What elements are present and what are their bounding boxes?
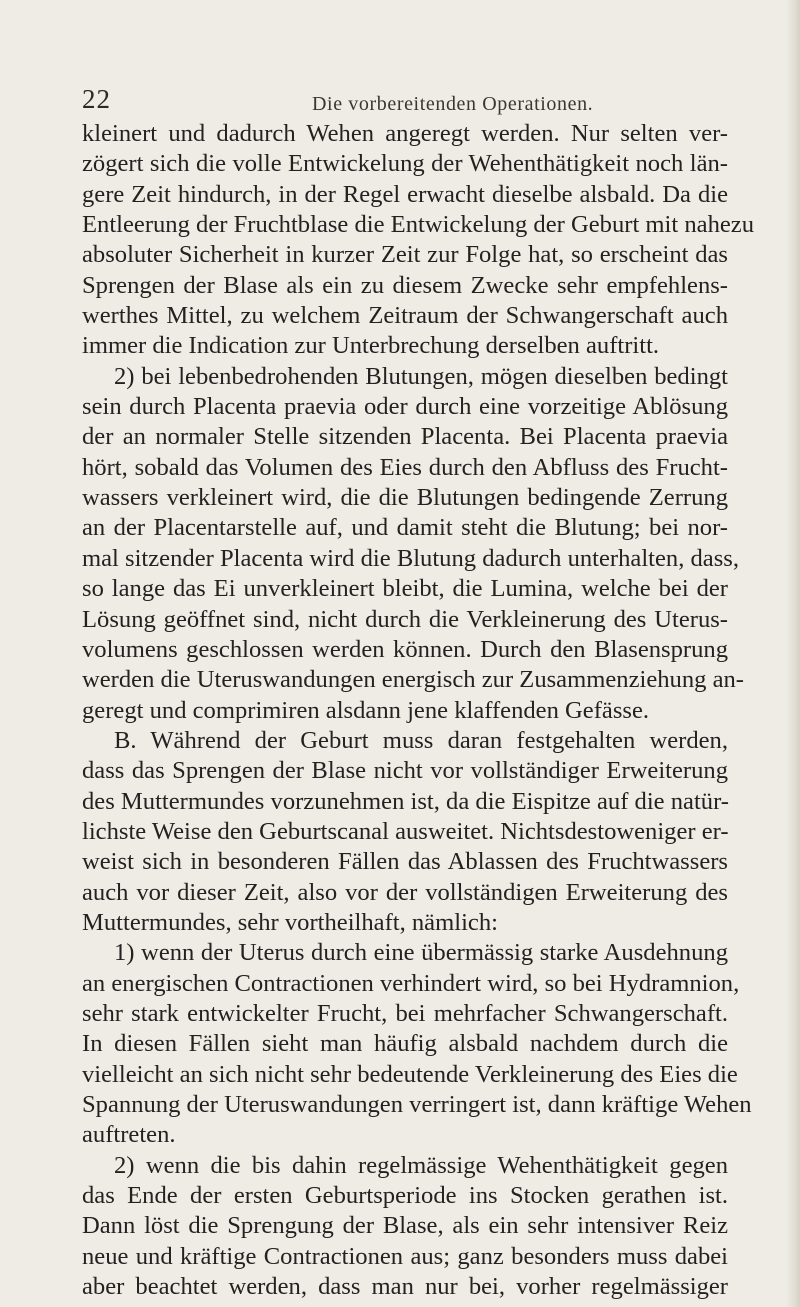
- text-line: hört, sobald das Volumen des Eies durch den Abfluss des Frucht-: [82, 453, 728, 481]
- text-line: dass das Sprengen der Blase nicht vor vollständiger Erweiterung: [82, 757, 728, 785]
- text-line: sein durch Placenta praevia oder durch eine vorzeitige Ablösung: [82, 393, 728, 421]
- running-head-title: Die vorbereitenden Operationen.: [312, 93, 594, 115]
- page-number: 22: [82, 84, 111, 114]
- text-line: 2) wenn die bis dahin regelmässige Wehenthätigkeit gegen: [114, 1151, 728, 1179]
- text-line: gere Zeit hindurch, in der Regel erwacht dieselbe alsbald. Da die: [82, 180, 728, 208]
- text-line: lichste Weise den Geburtscanal ausweitet. Nichtsdestoweniger er-: [82, 817, 729, 845]
- body-text: [82, 119, 755, 1302]
- text-line: absoluter Sicherheit in kurzer Zeit zur Folge hat, so erscheint das: [82, 241, 728, 269]
- text-line: Muttermundes, sehr vortheilhaft, nämlich:: [82, 908, 498, 936]
- text-line: Entleerung der Fruchtblase die Entwickelung der Geburt mit nahezu: [82, 211, 755, 239]
- text-line: Dann löst die Sprengung der Blase, als ein sehr intensiver Reiz: [82, 1212, 728, 1240]
- text-line: aber beachtet werden, dass man nur bei, vorher regelmässiger: [82, 1273, 728, 1301]
- text-line: Spannung der Uteruswandungen verringert ist, dann kräftige Wehen: [82, 1091, 752, 1118]
- text-line: In diesen Fällen sieht man häufig alsbald nachdem durch die: [82, 1030, 728, 1058]
- text-line: wassers verkleinert wird, die die Blutungen bedingende Zerrung: [82, 484, 728, 512]
- text-line: auch vor dieser Zeit, also vor der vollständigen Erweiterung des: [82, 878, 728, 906]
- text-line: geregt und comprimiren alsdann jene klaffenden Gefässe.: [82, 696, 650, 724]
- text-line: 2) bei lebenbedrohenden Blutungen, mögen dieselben bedingt: [114, 362, 728, 390]
- text-line: zögert sich die volle Entwickelung der Wehenthätigkeit noch län-: [82, 150, 728, 178]
- text-line: neue und kräftige Contractionen aus; ganz besonders muss dabei: [82, 1242, 728, 1270]
- text-line: B. Während der Geburt muss daran festgehalten werden,: [114, 726, 728, 754]
- text-line: so lange das Ei unverkleinert bleibt, die Lumina, welche bei der: [82, 575, 728, 603]
- page-edge-shadow: [786, 0, 800, 1307]
- text-line: das Ende der ersten Geburtsperiode ins Stocken gerathen ist.: [82, 1182, 728, 1210]
- text-line: werthes Mittel, zu welchem Zeitraum der Schwangerschaft auch: [82, 302, 728, 330]
- text-line: kleinert und dadurch Wehen angeregt werden. Nur selten ver-: [82, 120, 728, 147]
- text-line: weist sich in besonderen Fällen das Ablassen des Fruchtwassers: [82, 848, 728, 876]
- text-line: des Muttermundes vorzunehmen ist, da die Eispitze auf die natür-: [82, 787, 729, 815]
- text-line: 1) wenn der Uterus durch eine übermässig starke Ausdehnung: [114, 939, 728, 967]
- text-line: Sprengen der Blase als ein zu diesem Zwecke sehr empfehlens-: [82, 271, 728, 299]
- text-line: Lösung geöffnet sind, nicht durch die Verkleinerung des Uterus-: [82, 605, 728, 633]
- text-line: immer die Indication zur Unterbrechung derselben auftritt.: [82, 332, 660, 360]
- running-head: [82, 84, 722, 124]
- text-line: vielleicht an sich nicht sehr bedeutende Verkleinerung des Eies die: [82, 1060, 738, 1088]
- text-line: an energischen Contractionen verhindert wird, so bei Hydramnion,: [82, 969, 740, 997]
- text-line: der an normaler Stelle sitzenden Placenta. Bei Placenta praevia: [82, 423, 728, 451]
- text-line: volumens geschlossen werden können. Durch den Blasensprung: [82, 635, 728, 663]
- text-line: sehr stark entwickelter Frucht, bei mehrfacher Schwangerschaft.: [82, 999, 728, 1027]
- text-line: werden die Uteruswandungen energisch zur Zusammenziehung an-: [82, 666, 744, 694]
- text-line: an der Placentarstelle auf, und damit steht die Blutung; bei nor-: [82, 514, 728, 542]
- text-line: auftreten.: [82, 1121, 176, 1149]
- text-line: mal sitzender Placenta wird die Blutung dadurch unterhalten, dass,: [82, 544, 740, 572]
